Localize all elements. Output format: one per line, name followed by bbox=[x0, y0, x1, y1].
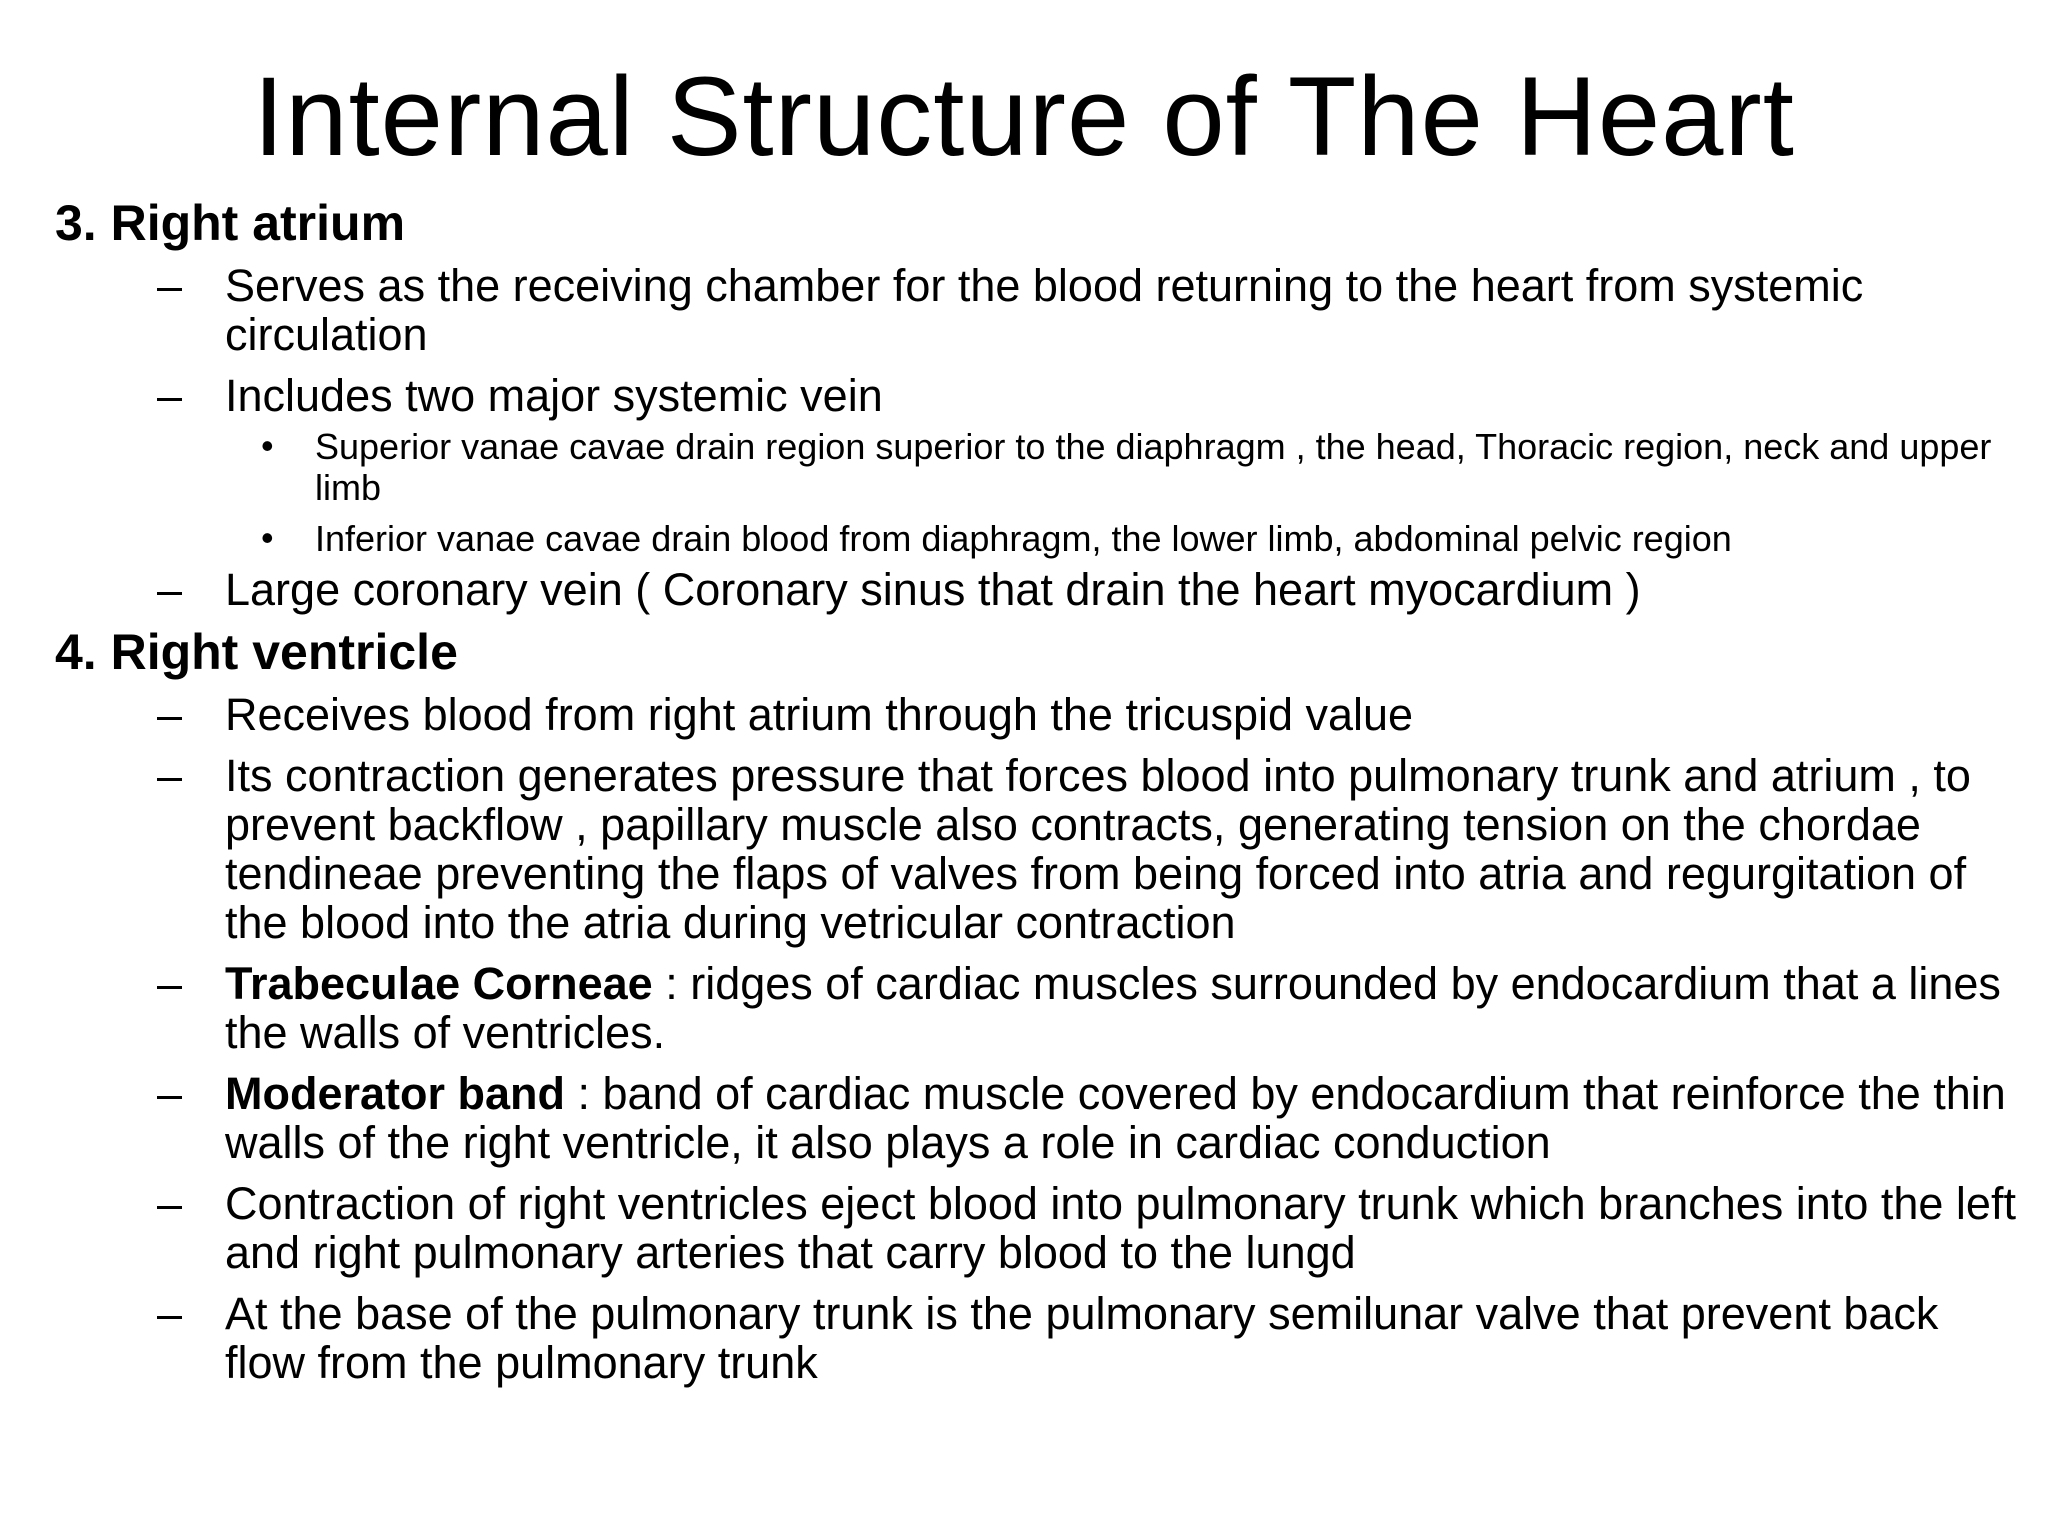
list-item-text: Superior vanae cavae drain region superior to the diaphragm , the head, Thoracic region, neck and upper limb bbox=[315, 426, 1992, 508]
dash-marker: – bbox=[157, 564, 183, 615]
list-item-text: Serves as the receiving chamber for the blood returning to the heart from systemic circulation bbox=[225, 260, 1864, 360]
sub-list-item bbox=[55, 426, 2025, 508]
dash-marker: – bbox=[157, 1068, 183, 1119]
dash-marker: – bbox=[157, 689, 183, 740]
bullet-marker: • bbox=[261, 425, 274, 466]
list-item bbox=[55, 751, 2025, 947]
list-item bbox=[55, 261, 2025, 359]
slide-body bbox=[55, 193, 2016, 1388]
dash-marker: – bbox=[157, 1178, 183, 1229]
slide-title: Internal Structure of The Heart bbox=[253, 54, 1795, 179]
list-item-text: Includes two major systemic vein bbox=[225, 370, 883, 421]
list-item bbox=[55, 1179, 2025, 1277]
list-item bbox=[55, 690, 2025, 739]
list-item-text: : band of cardiac muscle covered by endocardium that reinforce the thin walls of the right ventricle, it also plays a role in cardiac conduction bbox=[225, 1068, 2006, 1168]
dash-marker: – bbox=[157, 958, 183, 1009]
dash-marker: – bbox=[157, 370, 183, 421]
list-item-text: Inferior vanae cavae drain blood from diaphragm, the lower limb, abdominal pelvic region bbox=[315, 518, 1732, 559]
sub-list-item bbox=[55, 518, 2025, 559]
bullet-marker: • bbox=[261, 517, 274, 558]
dash-marker: – bbox=[157, 1288, 183, 1339]
term-moderator-band: Moderator band bbox=[225, 1068, 566, 1119]
list-item bbox=[55, 371, 2025, 420]
section-heading-right-atrium: 3. Right atrium bbox=[55, 195, 406, 251]
term-trabeculae-corneae: Trabeculae Corneae bbox=[225, 958, 653, 1009]
dash-marker: – bbox=[157, 750, 183, 801]
list-item-text: Contraction of right ventricles eject blood into pulmonary trunk which branches into the left and right pulmonary arteries that carry blood to the lungd bbox=[225, 1178, 2016, 1278]
section-heading-right-ventricle: 4. Right ventricle bbox=[55, 624, 458, 680]
list-item-text: : ridges of cardiac muscles surrounded by endocardium that a lines the walls of ventricles. bbox=[225, 958, 2001, 1058]
list-item-text: Receives blood from right atrium through the tricuspid value bbox=[225, 689, 1414, 740]
list-item bbox=[55, 1069, 2025, 1167]
list-item bbox=[55, 959, 2025, 1057]
list-item-text: At the base of the pulmonary trunk is the pulmonary semilunar valve that prevent back flow from the pulmonary trunk bbox=[225, 1288, 1939, 1388]
list-item-text: Its contraction generates pressure that forces blood into pulmonary trunk and atrium , to prevent backflow , papillary muscle also contracts, generating tension on the chordae tendineae preventing the flaps of valves from being forced into atria and regurgitation of the blood into the atria during vetricular contraction bbox=[225, 750, 1971, 948]
dash-marker: – bbox=[157, 260, 183, 311]
list-item-text: Large coronary vein ( Coronary sinus that drain the heart myocardium ) bbox=[225, 564, 1641, 615]
list-item bbox=[55, 565, 2025, 614]
list-item bbox=[55, 1289, 2025, 1387]
